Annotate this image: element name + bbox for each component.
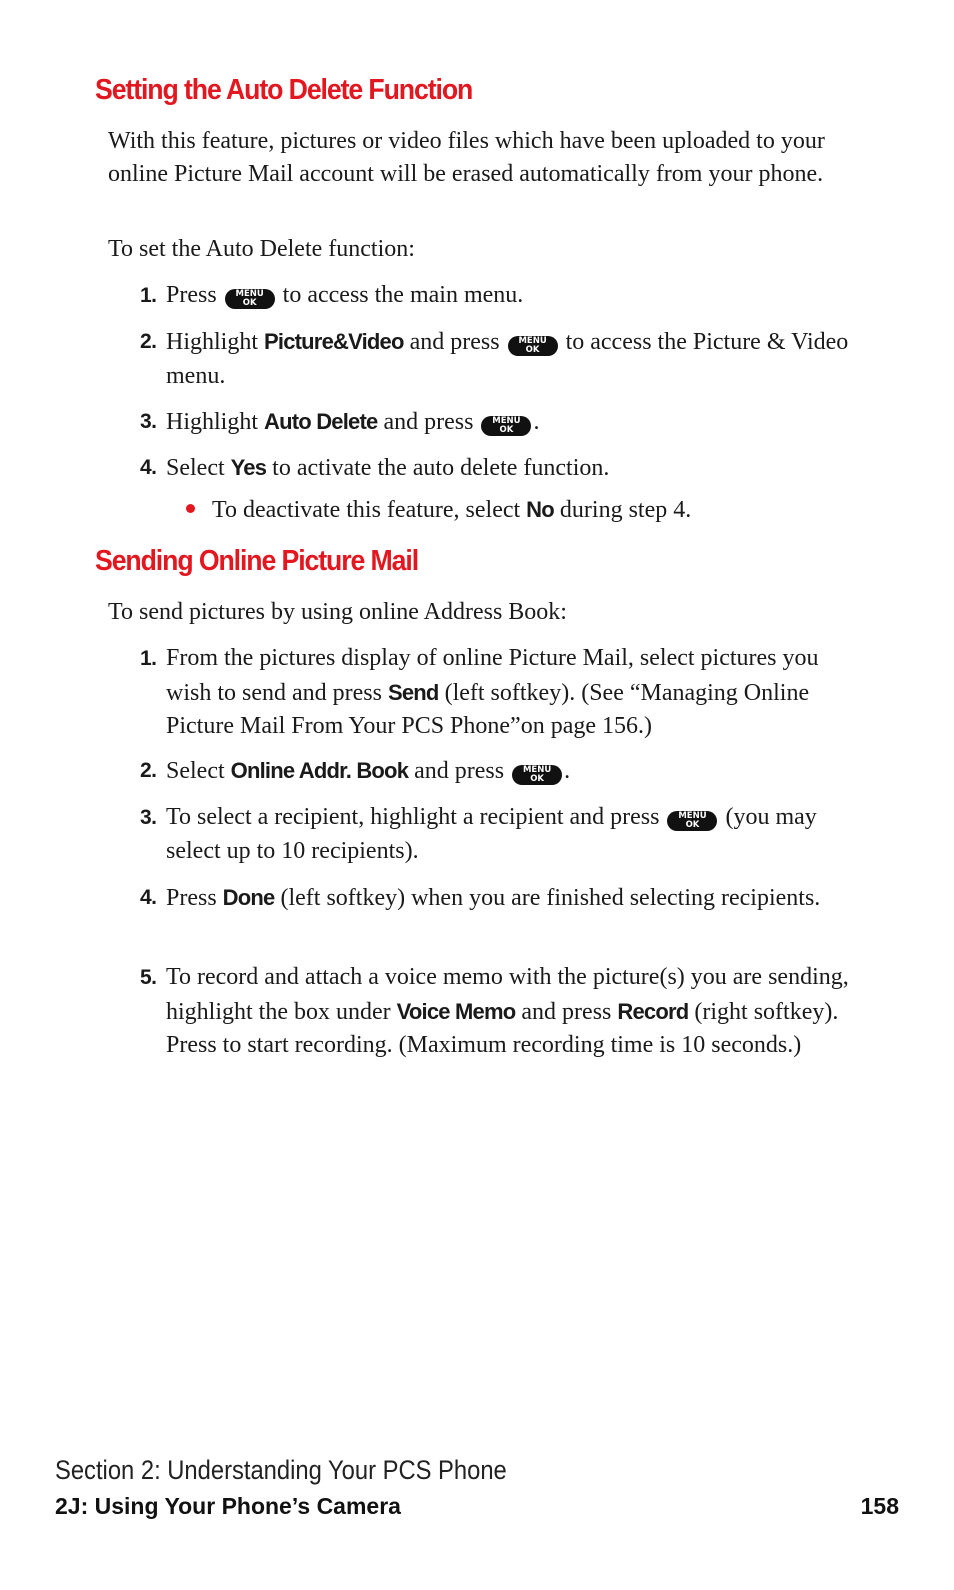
- option-online-addr-book: Online Addr. Book: [230, 758, 409, 783]
- step-text: From the pictures display of online Picture Mail, select pictures you wish to send and press Send (left softkey). (See “Managing Online Picture Mail From Your PCS Phone”on page 156.): [166, 645, 819, 739]
- step-number: 3.: [140, 806, 157, 829]
- sending-step-3: [140, 801, 852, 868]
- heading-sending-online-picture-mail: Sending Online Picture Mail: [95, 545, 419, 577]
- step-number: 1.: [140, 647, 157, 670]
- sending-step-5: [140, 961, 852, 1063]
- auto-delete-lead: To set the Auto Delete function:: [108, 236, 415, 262]
- menu-ok-key-icon: MENU OK: [667, 811, 717, 831]
- footer-chapter-title: 2J: Using Your Phone’s Camera: [55, 1493, 401, 1519]
- menu-ok-key-icon: MENU OK: [508, 336, 558, 356]
- page-number: 158: [860, 1493, 899, 1519]
- softkey-record: Record: [617, 998, 689, 1024]
- step-number: 4.: [140, 886, 157, 909]
- menu-ok-key-icon: MENU OK: [481, 416, 531, 436]
- menu-option-auto-delete: Auto Delete: [264, 409, 378, 434]
- menu-option-picture-video: Picture&Video: [264, 329, 404, 354]
- menu-ok-key-icon: MENU OK: [225, 289, 275, 309]
- step-text: Select Online Addr. Book and press MENU OK .: [166, 758, 571, 784]
- softkey-send: Send: [387, 679, 439, 705]
- auto-delete-step-3: [140, 405, 852, 440]
- sending-lead: To send pictures by using online Address Book:: [108, 599, 567, 625]
- footer-section-title: Section 2: Understanding Your PCS Phone: [55, 1455, 507, 1485]
- step-number: 1.: [140, 284, 157, 307]
- step-text: To select a recipient, highlight a recipient and press MENU OK (you may select up to 10 recipients).: [166, 804, 817, 864]
- auto-delete-step-2: [140, 325, 852, 393]
- sending-step-1: [140, 642, 852, 744]
- heading-auto-delete: Setting the Auto Delete Function: [95, 74, 473, 106]
- auto-delete-note: To deactivate this feature, select No during step 4.: [186, 493, 691, 527]
- auto-delete-step-1: [140, 279, 852, 313]
- option-no: No: [526, 497, 554, 522]
- step-number: 3.: [140, 410, 157, 433]
- step-text: Highlight Auto Delete and press MENU OK .: [166, 409, 540, 435]
- step-number: 5.: [140, 966, 157, 989]
- softkey-done: Done: [222, 885, 275, 910]
- step-number: 2.: [140, 759, 157, 782]
- step-number: 4.: [140, 456, 157, 479]
- step-text: To record and attach a voice memo with the picture(s) you are sending, highlight the box under Voice Memo and press Record (right softkey). Press to start recording. (Maximum recording time is 10 seconds.): [166, 964, 849, 1058]
- step-text: Press Done (left softkey) when you are finished selecting recipients.: [166, 885, 821, 911]
- step-text: Press MENU OK to access the main menu.: [166, 282, 524, 308]
- auto-delete-intro: With this feature, pictures or video files which have been uploaded to your online Picture Mail account will be erased automatically from your phone.: [108, 128, 825, 187]
- auto-delete-step-4: [140, 451, 852, 486]
- sending-step-2: [140, 754, 852, 789]
- step-number: 2.: [140, 330, 157, 353]
- menu-ok-key-icon: MENU OK: [512, 765, 562, 785]
- bullet-dot-icon: [186, 504, 195, 513]
- step-text: Highlight Picture&Video and press MENU OK to access the Picture & Video menu.: [166, 329, 849, 389]
- step-text: Select Yes to activate the auto delete function.: [166, 455, 610, 481]
- option-yes: Yes: [230, 455, 267, 480]
- sending-step-4: [140, 881, 852, 916]
- field-voice-memo: Voice Memo: [396, 998, 516, 1024]
